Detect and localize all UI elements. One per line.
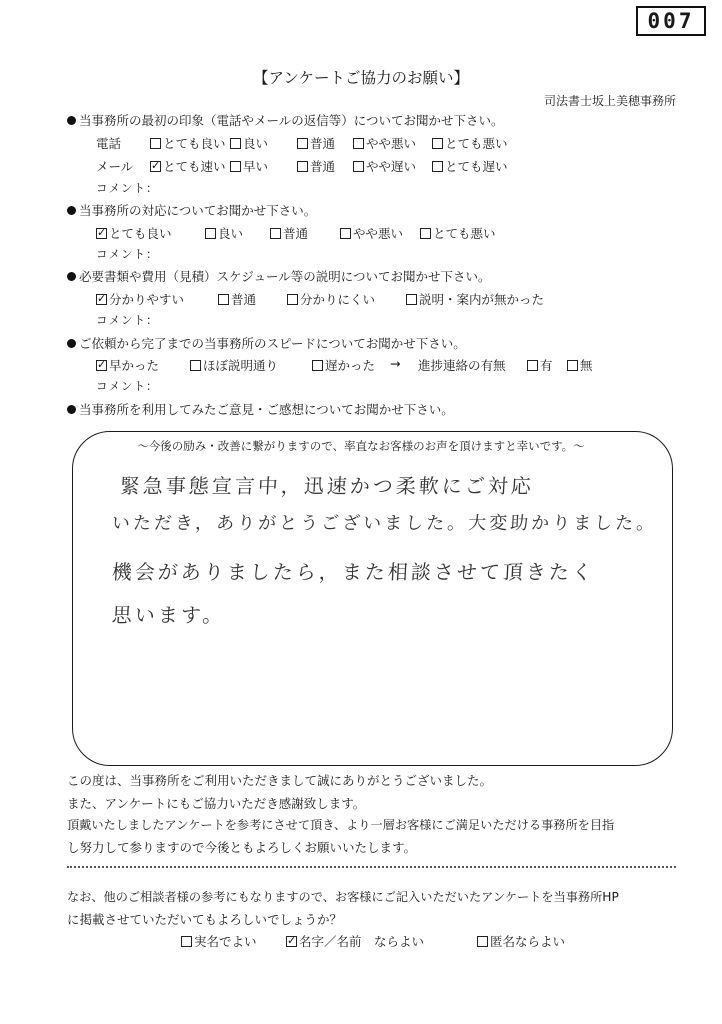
bullet-icon xyxy=(67,206,76,215)
page-title: 【アンケートご協力のお願い】 xyxy=(252,69,470,87)
q4-option-3[interactable]: 遅かった xyxy=(312,356,375,374)
thanks-line-4: し努力して参りますので今後ともよろしくお願いいたします。 xyxy=(67,840,417,855)
divider xyxy=(67,866,676,868)
q2-option-2[interactable]: 良い xyxy=(205,224,243,242)
handwritten-line-1: 緊急事態宣言中，迅速かつ柔軟にご対応 xyxy=(119,474,535,498)
bullet-icon xyxy=(67,272,76,281)
handwritten-line-2: いただき，ありがとうございました。大変助かりました。 xyxy=(111,513,658,534)
question-3: 必要書類や費用（見積）スケジュール等の説明についてお聞かせ下さい。 xyxy=(67,267,491,285)
publish-line-2: に掲載させていただいてもよろしいでしょうか？ xyxy=(67,912,343,927)
arrow-icon: → xyxy=(390,356,401,371)
q1-mail-option-1[interactable]: ✓ とても速い xyxy=(150,157,226,175)
q1-phone-option-5[interactable]: とても悪い xyxy=(432,134,508,152)
question-4: ご依頼から完了までの当事務所のスピードについてお聞かせ下さい。 xyxy=(67,334,466,352)
feedback-box-heading: ～今後の励み・改善に繋がりますので、率直なお客様のお声を頂けますと幸いです。～ xyxy=(137,439,585,453)
q2-comment-label: コメント： xyxy=(96,247,159,261)
publish-option-name-only[interactable]: ✓ 名字／名前 ならよい xyxy=(286,932,424,950)
q3-option-1[interactable]: ✓ 分かりやすい xyxy=(96,290,184,308)
q2-option-4[interactable]: やや悪い xyxy=(340,224,403,242)
thanks-line-1: この度は、当事務所をご利用いただきまして誠にありがとうございました。 xyxy=(67,773,493,788)
q4-option-2[interactable]: ほぼ説明通り xyxy=(190,356,278,374)
publish-line-1: なお、他のご相談者様の参考にもなりますので、お客様にご記入いただいたアンケートを当事務所HP xyxy=(67,890,619,904)
phone-label: 電話 xyxy=(96,136,122,151)
q4-progress-yes[interactable]: 有 xyxy=(527,356,553,374)
q2-option-1[interactable]: ✓ とても良い xyxy=(96,224,172,242)
q4-comment-label: コメント： xyxy=(96,379,159,393)
handwritten-line-3: 機会がありましたら，また相談させて頂きたく xyxy=(111,560,596,584)
q4-option-1[interactable]: ✓ 早かった xyxy=(96,356,159,374)
q2-option-5[interactable]: とても悪い xyxy=(420,224,496,242)
progress-contact-label: 進捗連絡の有無 xyxy=(418,358,506,373)
q1-mail-option-2[interactable]: 早い xyxy=(230,157,268,175)
publish-option-anonymous[interactable]: 匿名ならよい xyxy=(477,932,565,950)
mail-label: メール xyxy=(96,159,134,174)
q1-phone-option-1[interactable]: とても良い xyxy=(150,134,226,152)
thanks-line-2: また、アンケートにもご協力いただき感謝致します。 xyxy=(67,796,366,811)
q3-option-3[interactable]: 分かりにくい xyxy=(287,290,375,308)
handwritten-line-4: 思います。 xyxy=(111,603,226,627)
office-name: 司法書士坂上美穂事務所 xyxy=(543,94,676,108)
thanks-line-3: 頂戴いたしましたアンケートを参考にさせて頂き、より一層お客様にご満足いただける事務所を目指 xyxy=(67,818,615,832)
q1-phone-option-2[interactable]: 良い xyxy=(230,134,268,152)
q1-mail-option-4[interactable]: やや遅い xyxy=(353,157,416,175)
q1-mail-option-5[interactable]: とても遅い xyxy=(432,157,508,175)
publish-option-real-name[interactable]: 実名でよい xyxy=(181,932,257,950)
question-5: 当事務所を利用してみたご意見・ご感想についてお聞かせ下さい。 xyxy=(67,400,454,418)
bullet-icon xyxy=(67,339,76,348)
question-1: 当事務所の最初の印象（電話やメールの返信等）についてお聞かせ下さい。 xyxy=(67,111,504,129)
question-2: 当事務所の対応についてお聞かせ下さい。 xyxy=(67,201,316,219)
document-number: 007 xyxy=(636,6,706,36)
q1-phone-option-4[interactable]: やや悪い xyxy=(353,134,416,152)
bullet-icon xyxy=(67,405,76,414)
bullet-icon xyxy=(67,116,76,125)
q3-option-2[interactable]: 普通 xyxy=(218,290,256,308)
q1-mail-option-3[interactable]: 普通 xyxy=(297,157,335,175)
q3-comment-label: コメント： xyxy=(96,313,159,327)
q1-comment-label: コメント： xyxy=(96,181,159,195)
q1-phone-option-3[interactable]: 普通 xyxy=(297,134,335,152)
q3-option-4[interactable]: 説明・案内が無かった xyxy=(406,290,544,308)
q2-option-3[interactable]: 普通 xyxy=(270,224,308,242)
q4-progress-no[interactable]: 無 xyxy=(567,356,593,374)
